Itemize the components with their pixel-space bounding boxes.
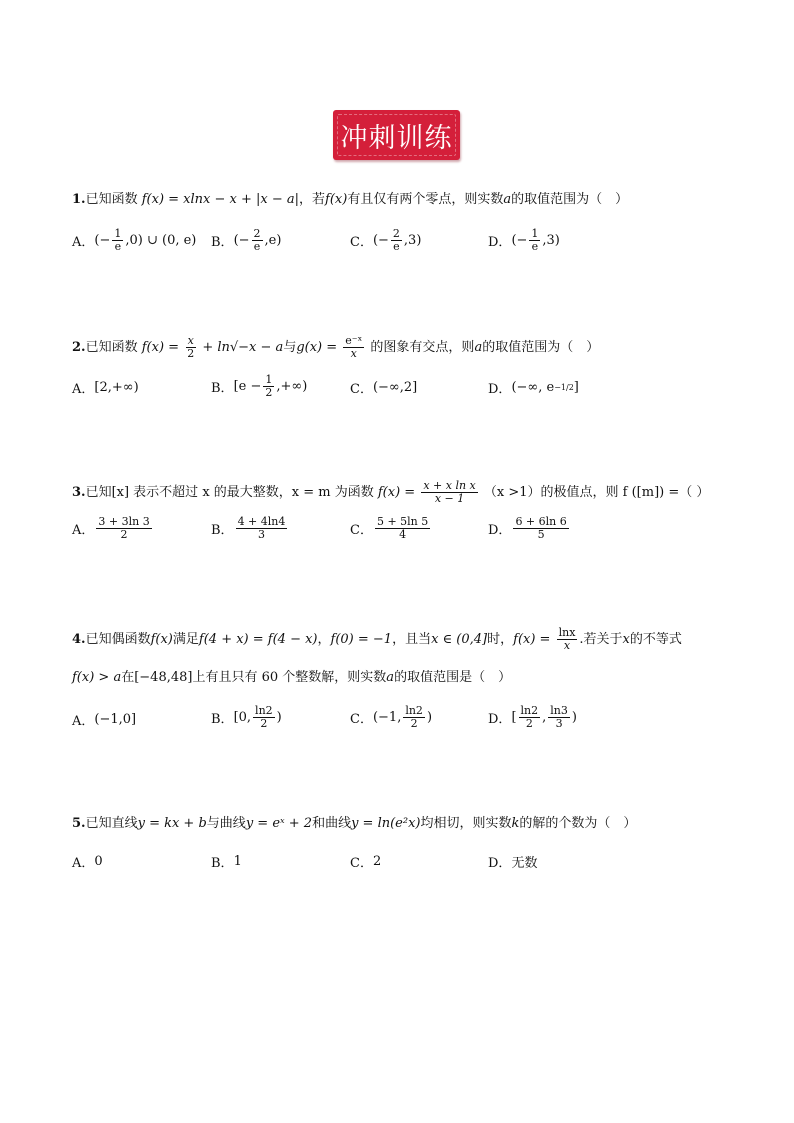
question-5-option-c[interactable]: C． 2 — [350, 854, 382, 871]
question-2-option-a[interactable]: A． [2,+∞) — [72, 380, 139, 397]
question-3-option-b[interactable]: B． $\frac{4 + 4\ln 4}{3}$ — [211, 515, 286, 541]
question-5-option-d[interactable]: D． 无数 — [488, 856, 538, 871]
question-4-option-c[interactable]: C． (−1, $\frac{\ln 2}{2}$ ) — [350, 704, 433, 730]
question-2-option-b[interactable]: B． [e − $\frac{1}{2}$ ,+∞) — [211, 373, 308, 399]
question-4-option-b[interactable]: B． [0, $\frac{\ln 2}{2}$ ) — [211, 704, 282, 730]
question-3-option-c[interactable]: C． $\frac{5 + 5\ln 5}{4}$ — [350, 515, 429, 541]
question-2-stem: 2.已知函数 f(x) = $\frac{x}{2}$ + ln√−x − a与g(x) = $\frac{\text{e⁻ˣ}}{x}$ 的图象有交点，则a的取值范围为（ ） — [72, 334, 600, 360]
question-1-option-c[interactable]: C． (− $\frac{2}{e}$ ,3) — [350, 227, 422, 253]
question-3-option-a[interactable]: A． $\frac{3 + 3\ln 3}{2}$ — [72, 515, 150, 541]
question-1-option-a[interactable]: A． (− $\frac{1}{e}$ ,0) ∪ (0, e) — [72, 227, 197, 253]
question-2-option-c[interactable]: C． (−∞,2] — [350, 380, 418, 397]
question-4-stem-line-1: 4.已知偶函数f(x)满足f(4 + x) = f(4 − x)，f(0) = −1，且当x ∈ (0,4]时，f(x) = $\frac{\ln x}{x}$ .若关于x的不等式 — [72, 626, 682, 652]
section-banner — [333, 110, 460, 160]
question-4-stem-line-2: f(x) > a在[−48,48]上有且只有 60 个整数解，则实数a的取值范围是（ ） — [72, 670, 512, 685]
question-4-option-d[interactable]: D． [ $\frac{\ln 2}{2}$ , $\frac{\ln 3}{3}$ ) — [488, 704, 577, 730]
question-5-option-a[interactable]: A． 0 — [72, 854, 103, 871]
question-1-stem: 1.已知函数 f(x) = xlnx − x + |x − a|，若f(x)有且仅有两个零点，则实数a的取值范围为（ ） — [72, 192, 629, 207]
question-3-option-d[interactable]: D． $\frac{6 + 6\ln 6}{5}$ — [488, 515, 567, 541]
question-5-option-b[interactable]: B． 1 — [211, 854, 242, 871]
question-2-option-d[interactable]: D． (−∞, e −1/2 ] — [488, 380, 579, 397]
question-5-stem: 5.已知直线y = kx + b与曲线y = eˣ + 2和曲线y = ln(e²x)均相切，则实数k的解的个数为（ ） — [72, 816, 637, 831]
banner-title: 冲刺训练 — [340, 122, 453, 154]
question-4-option-a[interactable]: A． (−1,0] — [72, 712, 137, 729]
question-1-option-d[interactable]: D． (− $\frac{1}{e}$ ,3) — [488, 227, 560, 253]
question-3-stem: 3.已知[x] 表示不超过 x 的最大整数，x = m 为函数 f(x) = $\frac{\text{x + x ln x}}{x - 1}$ （x >1）的极值点，则 f ([m]) =（ ） — [72, 479, 710, 505]
question-1-option-b[interactable]: B． (− $\frac{2}{e}$ ,e) — [211, 227, 282, 253]
